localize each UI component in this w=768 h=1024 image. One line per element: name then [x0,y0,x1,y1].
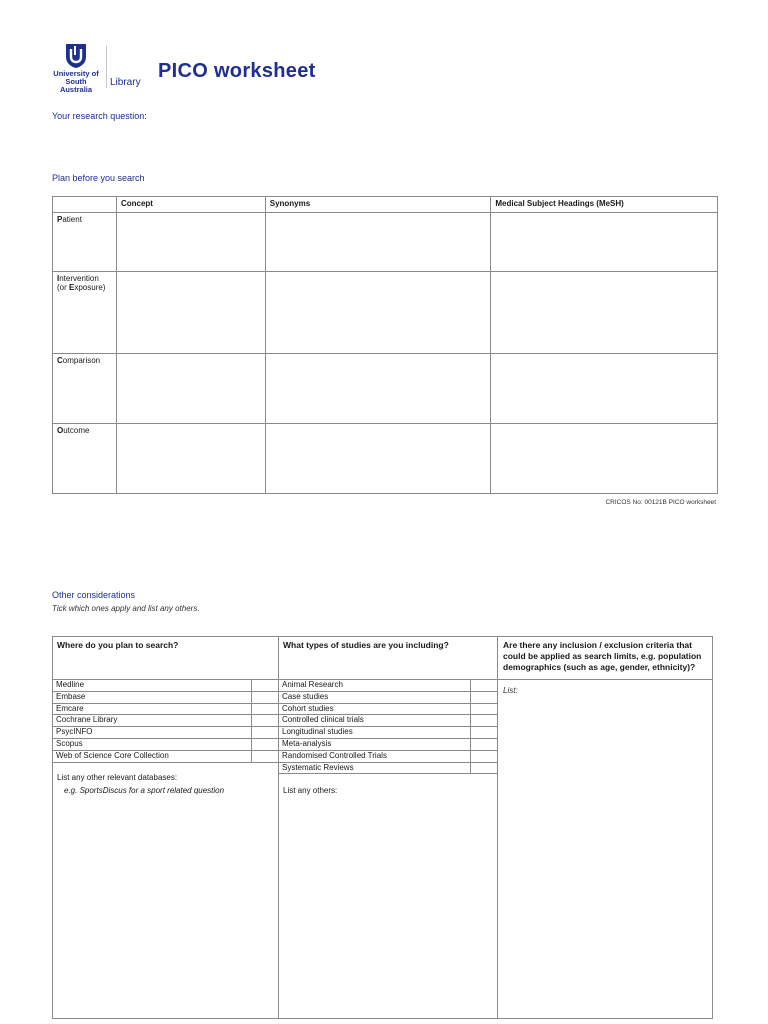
pico-row-comparison [53,354,718,424]
pico-row-intervention [53,272,718,354]
page-title: PICO worksheet [158,60,316,82]
tick-box[interactable] [252,703,279,715]
logo-line-2: South Australia [59,77,93,94]
research-question-label: Your research question: [52,111,147,121]
tick-box[interactable] [471,703,498,715]
pico-cell-patient-synonyms[interactable] [265,213,491,272]
logo-line-1: University of [53,69,99,78]
list-item: Meta-analysis [279,738,498,750]
pico-cell-outcome-concept[interactable] [116,424,265,494]
tick-box[interactable] [252,738,279,750]
other-considerations-heading: Other considerations [52,590,136,600]
logo-divider [106,46,107,88]
library-label: Library [110,77,141,88]
pico-row-outcome [53,424,718,494]
pico-header-synonyms: Synonyms [265,197,491,213]
list-item: Medline [53,680,279,692]
pico-header-mesh: Medical Subject Headings (MeSH) [491,197,718,213]
other-databases-label: List any other relevant databases: [57,773,178,782]
tick-box[interactable] [471,691,498,703]
list-item: Emcare [53,703,279,715]
list-item: Cochrane Library [53,715,279,727]
pico-cell-outcome-mesh[interactable] [491,424,718,494]
university-logo-icon [64,43,88,69]
databases-list [52,679,279,763]
pico-table [52,196,718,494]
other-databases-example: e.g. SportsDiscus for a sport related question [64,786,225,795]
university-name [52,70,100,94]
tick-box[interactable] [471,680,498,692]
list-item: Longitudinal studies [279,727,498,739]
criteria-list-label: List: [503,686,518,695]
pico-cell-patient-mesh[interactable] [491,213,718,272]
tick-box[interactable] [252,715,279,727]
cricos-footer: CRICOS No: 00121B PICO worksheet [605,499,716,506]
tick-box[interactable] [252,750,279,762]
plan-label: Plan before you search [52,173,145,183]
pico-row-label-comparison: Comparison [53,354,117,424]
tick-box[interactable] [252,727,279,739]
pico-cell-comparison-synonyms[interactable] [265,354,491,424]
search-locations-header: Where do you plan to search? [57,640,179,650]
list-item: Embase [53,691,279,703]
criteria-header: Are there any inclusion / exclusion criteria that could be applied as search limits, e.g. population demographics (such as age, gender, ethnicity)? [503,640,702,672]
tick-box[interactable] [252,680,279,692]
other-studies-label: List any others: [283,786,338,795]
pico-cell-outcome-synonyms[interactable] [265,424,491,494]
pico-header-concept: Concept [116,197,265,213]
pico-cell-patient-concept[interactable] [116,213,265,272]
list-item: Web of Science Core Collection [53,750,279,762]
pico-row-label-intervention: Intervention (or Exposure) [53,272,117,354]
list-item: PsycINFO [53,727,279,739]
other-considerations-subheading: Tick which ones apply and list any others. [52,604,200,613]
tick-box[interactable] [471,715,498,727]
tick-box[interactable] [471,762,498,774]
pico-row-label-patient: Patient [53,213,117,272]
pico-row-label-outcome: Outcome [53,424,117,494]
pico-header-blank [53,197,117,213]
list-item: Systematic Reviews [279,762,498,774]
tick-box[interactable] [471,750,498,762]
pico-header-row [53,197,718,213]
study-types-list [278,679,498,774]
pico-cell-comparison-concept[interactable] [116,354,265,424]
pico-cell-intervention-synonyms[interactable] [265,272,491,354]
tick-box[interactable] [252,691,279,703]
tick-box[interactable] [471,738,498,750]
list-item: Controlled clinical trials [279,715,498,727]
study-types-header: What types of studies are you including? [283,640,449,650]
pico-cell-comparison-mesh[interactable] [491,354,718,424]
pico-cell-intervention-mesh[interactable] [491,272,718,354]
list-item: Cohort studies [279,703,498,715]
pico-row-patient [53,213,718,272]
list-item: Case studies [279,691,498,703]
list-item: Randomised Controlled Trials [279,750,498,762]
tick-box[interactable] [471,727,498,739]
list-item: Animal Research [279,680,498,692]
pico-cell-intervention-concept[interactable] [116,272,265,354]
list-item: Scopus [53,738,279,750]
